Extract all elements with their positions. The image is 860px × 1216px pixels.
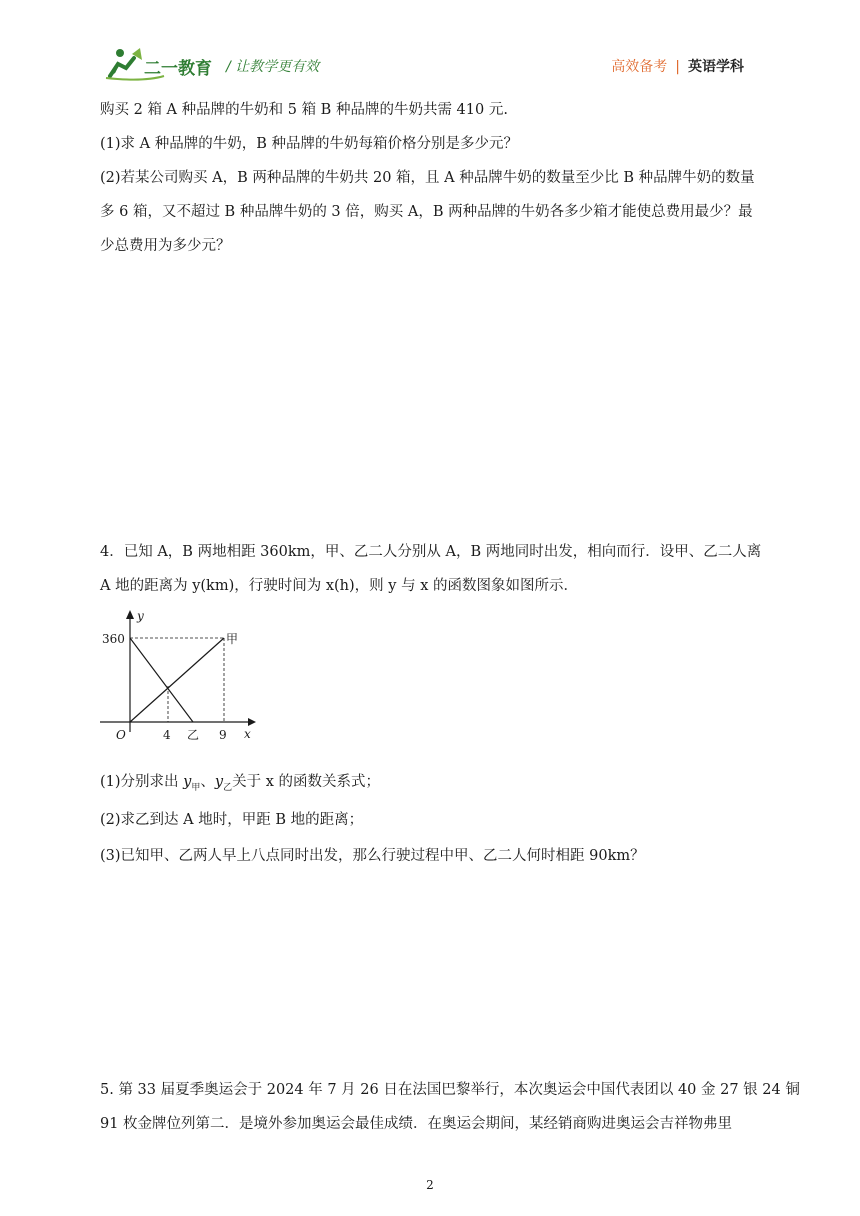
- q3-part2-line2: 多 6 箱，又不超过 B 种品牌牛奶的 3 倍，购买 A，B 两种品牌的牛奶各多少箱才能使总费用最少？最: [100, 204, 753, 220]
- tag-subject: 英语学科: [688, 59, 744, 75]
- page-header: [0, 0, 860, 90]
- sub-jia: 甲: [191, 782, 201, 793]
- q4-part1-mid: 、: [200, 774, 215, 790]
- label-yi: 乙: [187, 728, 200, 742]
- x-tick-4: 4: [163, 728, 171, 742]
- brand-name: 二一教育: [144, 59, 212, 79]
- page-number: 2: [426, 1178, 434, 1192]
- q5-stem-line1: 5. 第 33 届夏季奥运会于 2024 年 7 月 26 日在法国巴黎举行，本次奥运会中国代表团以 40 金 27 银 24 铜: [100, 1082, 800, 1098]
- var-y-jia: y: [183, 774, 192, 790]
- q5-stem-line2: 91 枚金牌位列第二．是境外参加奥运会最佳成绩．在奥运会期间，某经销商购进奥运会吉祥物弗里: [100, 1116, 733, 1132]
- q4-stem-line1: 4．已知 A，B 两地相距 360km，甲、乙二人分别从 A，B 两地同时出发，相向而行．设甲、乙二人离: [100, 544, 762, 560]
- tag-separator: |: [675, 59, 680, 75]
- distance-time-graph: [98, 606, 268, 746]
- x-tick-9: 9: [219, 728, 227, 742]
- sub-yi: 乙: [223, 782, 233, 793]
- q3-part2-line1: (2)若某公司购买 A，B 两种品牌的牛奶共 20 箱，且 A 种品牌牛奶的数量至少比 B 种品牌牛奶的数量: [100, 170, 755, 186]
- x-axis-label: x: [244, 727, 251, 741]
- line-yi: [130, 638, 193, 722]
- brand-slogan: / 让教学更有效: [226, 59, 320, 75]
- q3-continuation: 购买 2 箱 A 种品牌的牛奶和 5 箱 B 种品牌的牛奶共需 410 元.: [100, 102, 508, 118]
- y-tick-360: 360: [102, 632, 125, 646]
- q4-stem-line2: A 地的距离为 y(km)，行驶时间为 x(h)，则 y 与 x 的函数图象如图所示．: [100, 578, 578, 594]
- origin-label: O: [116, 728, 126, 742]
- line-jia: [130, 638, 224, 722]
- q4-part2: (2)求乙到达 A 地时，甲距 B 地的距离；: [100, 812, 364, 828]
- q4-part3: (3)已知甲、乙两人早上八点同时出发，那么行驶过程中甲、乙二人何时相距 90km？: [100, 848, 645, 864]
- q4-part1: [100, 771, 770, 799]
- q3-part2-line3: 少总费用为多少元？: [100, 238, 231, 254]
- label-jia: 甲: [226, 632, 239, 646]
- x-axis-arrow-icon: [248, 718, 256, 726]
- q3-part1: (1)求 A 种品牌的牛奶，B 种品牌的牛奶每箱价格分别是多少元？: [100, 136, 518, 152]
- q4-part1-pre: (1)分别求出: [100, 774, 184, 790]
- var-y-yi: y: [214, 774, 224, 790]
- y-axis-arrow-icon: [126, 610, 134, 619]
- q4-part1-post: 关于 x 的函数关系式；: [232, 774, 380, 790]
- y-axis-label: y: [137, 609, 144, 623]
- header-tags: [611, 56, 744, 76]
- tag-exam-prep: 高效备考: [611, 59, 668, 75]
